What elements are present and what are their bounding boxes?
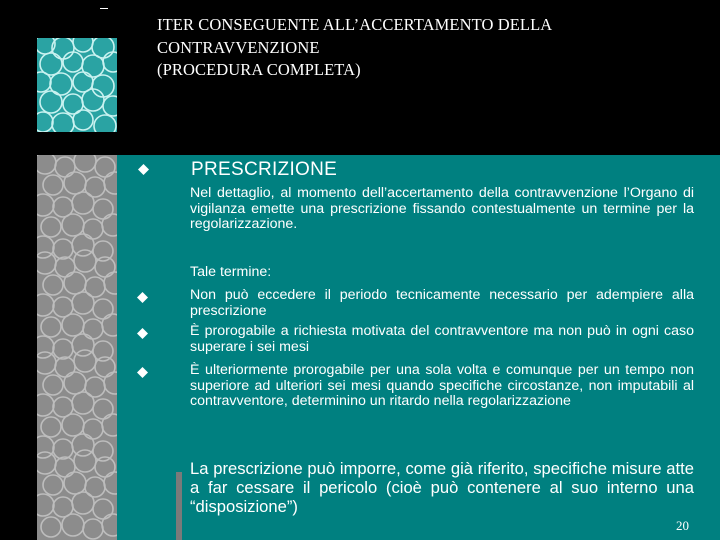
- closing-paragraph: La prescrizione può imporre, come già riferito, specifiche misure atte a far cessare il pericolo (cioè può contenere al suo interno una “disposizione”): [190, 459, 694, 516]
- term-label: Tale termine:: [190, 264, 272, 280]
- decorative-circles-side: [37, 155, 117, 540]
- section-heading: PRESCRIZIONE: [191, 159, 338, 180]
- bullet-item: È prorogabile a richiesta motivata del contravventore ma non può in ogni caso superare i sei mesi: [190, 323, 694, 355]
- slide-title: ITER CONSEGUENTE ALL’ACCERTAMENTO DELLA CONTRAVVENZIONE (PROCEDURA COMPLETA): [157, 15, 553, 79]
- decorative-circles-top: [37, 38, 117, 132]
- diamond-bullet-icon: [138, 164, 149, 175]
- diamond-bullet-icon: [137, 292, 148, 303]
- page-number: 20: [676, 518, 689, 533]
- diamond-bullet-icon: [137, 367, 148, 378]
- intro-paragraph: Nel dettaglio, al momento dell’accertamento della contravvenzione l’Organo di vigilanza emette una prescrizione fissando contestualmente un termine per la regolarizzazione.: [190, 185, 694, 233]
- diamond-bullet-icon: [137, 328, 148, 339]
- bullet-item: Non può eccedere il periodo tecnicamente necessario per adempiere alla prescrizione: [190, 287, 694, 319]
- bullet-item: È ulteriormente prorogabile per una sola volta e comunque per un tempo non superiore ad ulteriori sei mesi quando specifiche circostanze, non imputabili al contravventore, determinino un ritardo nella regolarizzazione: [190, 362, 694, 410]
- top-dash: [100, 8, 108, 9]
- panel-accent-bar: [176, 472, 182, 540]
